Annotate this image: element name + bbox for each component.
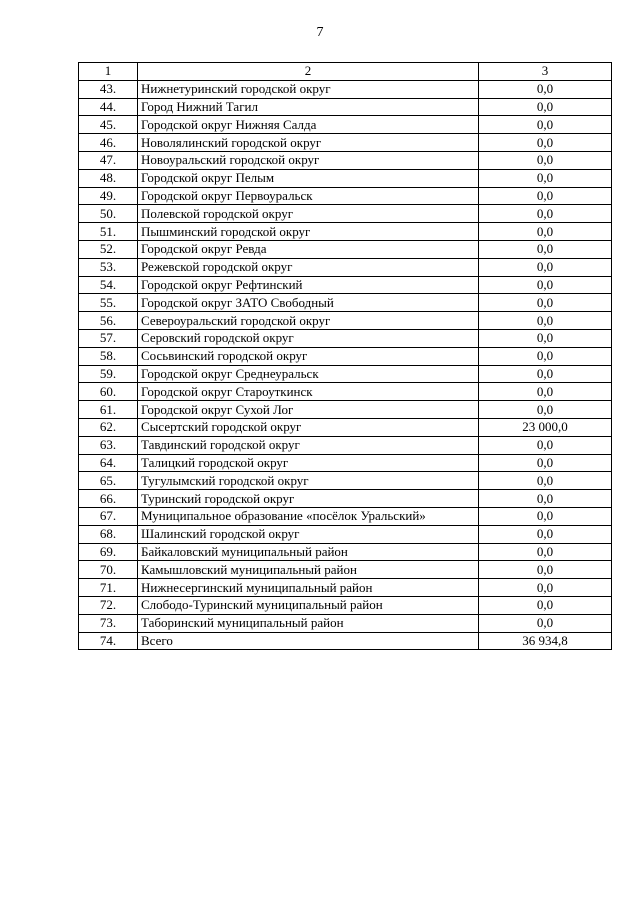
municipality-name-cell: Нижнетуринский городской округ [138, 80, 479, 98]
municipality-name-cell: Сысертский городской округ [138, 418, 479, 436]
row-number-cell: 61. [79, 401, 138, 419]
municipality-name-cell: Новоуральский городской округ [138, 151, 479, 169]
row-number-cell: 51. [79, 223, 138, 241]
row-number-cell: 60. [79, 383, 138, 401]
municipality-name-cell: Туринский городской округ [138, 490, 479, 508]
amount-cell: 0,0 [479, 187, 612, 205]
amount-cell: 0,0 [479, 134, 612, 152]
municipality-name-cell: Таборинский муниципальный район [138, 614, 479, 632]
municipality-name-cell: Байкаловский муниципальный район [138, 543, 479, 561]
amount-cell: 23 000,0 [479, 418, 612, 436]
municipality-name-cell: Городской округ Нижняя Салда [138, 116, 479, 134]
table-row [79, 294, 612, 312]
row-number-cell: 54. [79, 276, 138, 294]
row-number-cell: 68. [79, 525, 138, 543]
table-row [79, 383, 612, 401]
municipality-name-cell: Слободо-Туринский муниципальный район [138, 596, 479, 614]
table-row [79, 365, 612, 383]
municipality-name-cell: Пышминский городской округ [138, 223, 479, 241]
municipality-name-cell: Городской округ ЗАТО Свободный [138, 294, 479, 312]
row-number-cell: 65. [79, 472, 138, 490]
table-header-row [79, 63, 612, 81]
amount-cell: 0,0 [479, 98, 612, 116]
row-number-cell: 58. [79, 347, 138, 365]
municipality-name-cell: Камышловский муниципальный район [138, 561, 479, 579]
amount-cell: 0,0 [479, 205, 612, 223]
table-row [79, 276, 612, 294]
row-number-cell: 69. [79, 543, 138, 561]
amount-cell: 0,0 [479, 436, 612, 454]
column-header-number: 1 [79, 63, 138, 81]
municipality-name-cell: Городской округ Ревда [138, 240, 479, 258]
amount-cell: 0,0 [479, 294, 612, 312]
municipality-name-cell: Серовский городской округ [138, 329, 479, 347]
table-row [79, 80, 612, 98]
amount-cell: 0,0 [479, 454, 612, 472]
table-body [79, 63, 612, 650]
municipality-name-cell: Городской округ Сухой Лог [138, 401, 479, 419]
amount-cell: 0,0 [479, 383, 612, 401]
row-number-cell: 46. [79, 134, 138, 152]
municipality-name-cell: Режевской городской округ [138, 258, 479, 276]
municipality-name-cell: Тавдинский городской округ [138, 436, 479, 454]
amount-cell: 0,0 [479, 240, 612, 258]
table-row [79, 579, 612, 597]
amount-cell: 0,0 [479, 347, 612, 365]
amount-cell: 0,0 [479, 401, 612, 419]
municipality-name-cell: Всего [138, 632, 479, 650]
amount-cell: 0,0 [479, 80, 612, 98]
amount-cell: 0,0 [479, 312, 612, 330]
table-row [79, 98, 612, 116]
table-row [79, 223, 612, 241]
amount-cell: 0,0 [479, 151, 612, 169]
row-number-cell: 71. [79, 579, 138, 597]
row-number-cell: 45. [79, 116, 138, 134]
column-header-value: 3 [479, 63, 612, 81]
amount-cell: 0,0 [479, 116, 612, 134]
column-header-name: 2 [138, 63, 479, 81]
municipality-name-cell: Городской округ Рефтинский [138, 276, 479, 294]
table-row [79, 472, 612, 490]
amount-cell: 0,0 [479, 579, 612, 597]
municipality-name-cell: Городской округ Первоуральск [138, 187, 479, 205]
amount-cell: 0,0 [479, 490, 612, 508]
table-row [79, 543, 612, 561]
row-number-cell: 53. [79, 258, 138, 276]
table-row [79, 507, 612, 525]
municipality-name-cell: Город Нижний Тагил [138, 98, 479, 116]
municipality-name-cell: Тугулымский городской округ [138, 472, 479, 490]
table-row [79, 329, 612, 347]
table-row [79, 454, 612, 472]
row-number-cell: 47. [79, 151, 138, 169]
table-row [79, 205, 612, 223]
amount-cell: 0,0 [479, 169, 612, 187]
table-row [79, 347, 612, 365]
table-row [79, 169, 612, 187]
amount-cell: 0,0 [479, 258, 612, 276]
row-number-cell: 73. [79, 614, 138, 632]
municipality-name-cell: Городской округ Среднеуральск [138, 365, 479, 383]
table-row [79, 490, 612, 508]
row-number-cell: 55. [79, 294, 138, 312]
municipality-name-cell: Новолялинский городской округ [138, 134, 479, 152]
municipality-name-cell: Городской округ Пелым [138, 169, 479, 187]
table-row [79, 116, 612, 134]
table-row [79, 401, 612, 419]
table-row [79, 134, 612, 152]
row-number-cell: 57. [79, 329, 138, 347]
municipality-name-cell: Нижнесергинский муниципальный район [138, 579, 479, 597]
amount-cell: 0,0 [479, 543, 612, 561]
amount-cell: 0,0 [479, 561, 612, 579]
table-row [79, 632, 612, 650]
row-number-cell: 43. [79, 80, 138, 98]
row-number-cell: 56. [79, 312, 138, 330]
row-number-cell: 67. [79, 507, 138, 525]
table-row [79, 240, 612, 258]
amount-cell: 0,0 [479, 365, 612, 383]
table-row [79, 312, 612, 330]
amount-cell: 0,0 [479, 614, 612, 632]
table-row [79, 151, 612, 169]
row-number-cell: 63. [79, 436, 138, 454]
row-number-cell: 62. [79, 418, 138, 436]
row-number-cell: 66. [79, 490, 138, 508]
amount-cell: 0,0 [479, 596, 612, 614]
row-number-cell: 72. [79, 596, 138, 614]
municipality-name-cell: Муниципальное образование «посёлок Уральский» [138, 507, 479, 525]
amount-cell: 0,0 [479, 223, 612, 241]
amount-cell: 36 934,8 [479, 632, 612, 650]
amount-cell: 0,0 [479, 525, 612, 543]
municipality-name-cell: Североуральский городской округ [138, 312, 479, 330]
row-number-cell: 59. [79, 365, 138, 383]
table-row [79, 418, 612, 436]
row-number-cell: 44. [79, 98, 138, 116]
amount-cell: 0,0 [479, 329, 612, 347]
table-row [79, 561, 612, 579]
row-number-cell: 48. [79, 169, 138, 187]
municipality-name-cell: Сосьвинский городской округ [138, 347, 479, 365]
row-number-cell: 50. [79, 205, 138, 223]
page-number: 7 [316, 25, 324, 40]
row-number-cell: 49. [79, 187, 138, 205]
table-row [79, 614, 612, 632]
row-number-cell: 64. [79, 454, 138, 472]
municipality-name-cell: Талицкий городской округ [138, 454, 479, 472]
table-row [79, 187, 612, 205]
amount-cell: 0,0 [479, 472, 612, 490]
municipality-name-cell: Полевской городской округ [138, 205, 479, 223]
data-table [78, 62, 612, 650]
row-number-cell: 52. [79, 240, 138, 258]
table-row [79, 258, 612, 276]
municipality-name-cell: Шалинский городской округ [138, 525, 479, 543]
row-number-cell: 74. [79, 632, 138, 650]
table-row [79, 596, 612, 614]
amount-cell: 0,0 [479, 507, 612, 525]
amount-cell: 0,0 [479, 276, 612, 294]
municipality-name-cell: Городской округ Староуткинск [138, 383, 479, 401]
row-number-cell: 70. [79, 561, 138, 579]
table-row [79, 525, 612, 543]
table-row [79, 436, 612, 454]
